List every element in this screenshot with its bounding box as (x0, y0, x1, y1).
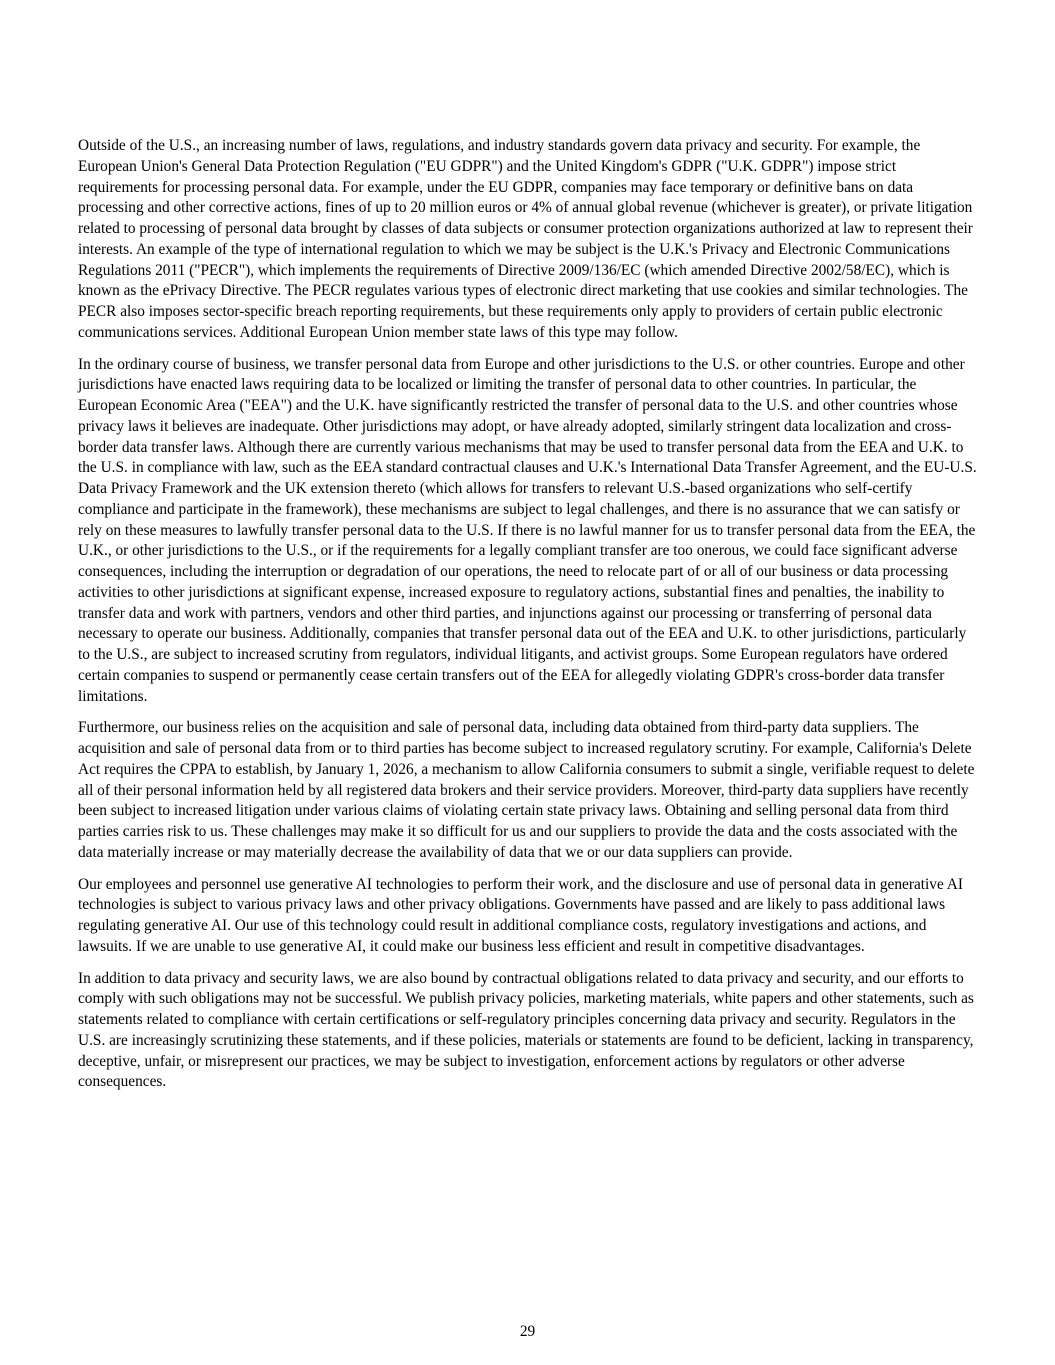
page-number: 29 (519, 1323, 536, 1340)
paragraph-generative-ai: Our employees and personnel use generative AI technologies to perform their work, and the disclosure and use of personal data in generative AI technologies is subject to various privacy laws and other privacy obligations. Governments have passed and are likely to pass additional laws regulating generative AI. Our use of this technology could result in additional compliance costs, regulatory investigations and actions, and lawsuits. If we are unable to use generative AI, it could make our business less efficient and result in competitive disadvantages. (78, 875, 963, 955)
paragraph-non-us-privacy-laws: Outside of the U.S., an increasing number of laws, regulations, and industry standards govern data privacy and security. For example, the European Union's General Data Protection Regulation ("EU GDPR") and the United Kingdom's GDPR ("U.K. GDPR") impose strict requirements for processing personal data. For example, under the EU GDPR, companies may face temporary or definitive bans on data processing and other corrective actions, fines of up to 20 million euros or 4% of annual global revenue (whichever is greater), or private litigation related to processing of personal data brought by classes of data subjects or consumer protection organizations authorized at law to represent their interests. An example of the type of international regulation to which we may be subject is the U.K.'s Privacy and Electronic Communications Regulations 2011 ("PECR"), which implements the requirements of Directive 2009/136/EC (which amended Directive 2002/58/EC), which is known as the ePrivacy Directive. The PECR regulates various types of electronic direct marketing that use cookies and similar technologies. The PECR also imposes sector-specific breach reporting requirements, but these requirements only apply to providers of certain public electronic communications services. Additional European Union member state laws of this type may follow. (78, 137, 973, 341)
paragraph-contractual-obligations: In addition to data privacy and security laws, we are also bound by contractual obligations related to data privacy and security, and our efforts to comply with such obligations may not be successful. We publish privacy policies, marketing materials, white papers and other statements, such as statements related to compliance with certain certifications or self-regulatory principles concerning data privacy and security. Regulators in the U.S. are increasingly scrutinizing these statements, and if these policies, materials or statements are found to be deficient, lacking in transparency, deceptive, unfair, or misrepresent our practices, we may be subject to investigation, enforcement actions by regulators or other adverse consequences. (78, 969, 974, 1091)
paragraph-data-acquisition-sale: Furthermore, our business relies on the acquisition and sale of personal data, including data obtained from third-party data suppliers. The acquisition and sale of personal data from or to third parties has become subject to increased regulatory scrutiny. For example, California's Delete Act requires the CPPA to establish, by January 1, 2026, a mechanism to allow California consumers to submit a single, verifiable request to delete all of their personal information held by all registered data brokers and their service providers. Moreover, third-party data suppliers have recently been subject to increased litigation under various claims of violating certain state privacy laws. Obtaining and selling personal data from third parties carries risk to us. These challenges may make it so difficult for us and our suppliers to provide the data and the costs associated with the data materially increase or may materially decrease the availability of data that we or our data suppliers can provide. (78, 719, 975, 861)
document-body (78, 136, 978, 1104)
paragraph-cross-border-transfers: In the ordinary course of business, we transfer personal data from Europe and other jurisdictions to the U.S. or other countries. Europe and other jurisdictions have enacted laws requiring data to be localized or limiting the transfer of personal data to other countries. In particular, the European Economic Area ("EEA") and the U.K. have significantly restricted the transfer of personal data to the U.S. and other countries whose privacy laws it believes are inadequate. Other jurisdictions may adopt, or have already adopted, similarly stringent data localization and cross-border data transfer laws. Although there are currently various mechanisms that may be used to transfer personal data from the EEA and U.K. to the U.S. in compliance with law, such as the EEA standard contractual clauses and U.K.'s International Data Transfer Agreement, and the EU-U.S. Data Privacy Framework and the UK extension thereto (which allows for transfers to relevant U.S.-based organizations who self-certify compliance and participate in the framework), these mechanisms are subject to legal challenges, and there is no assurance that we can satisfy or rely on these measures to lawfully transfer personal data to the U.S. If there is no lawful manner for us to transfer personal data from the EEA, the U.K., or other jurisdictions to the U.S., or if the requirements for a legally compliant transfer are too onerous, we could face significant adverse consequences, including the interruption or degradation of our operations, the need to relocate part of or all of our business or data processing activities to other jurisdictions at significant expense, increased exposure to regulatory actions, substantial fines and penalties, the inability to transfer data and work with partners, vendors and other third parties, and injunctions against our processing or transferring of personal data necessary to operate our business. Additionally, companies that transfer personal data out of the EEA and U.K. to other jurisdictions, particularly to the U.S., are subject to increased scrutiny from regulators, individual litigants, and activist groups. Some European regulators have ordered certain companies to suspend or permanently cease certain transfers out of the EEA for allegedly violating GDPR's cross-border data transfer limitations. (78, 355, 977, 705)
